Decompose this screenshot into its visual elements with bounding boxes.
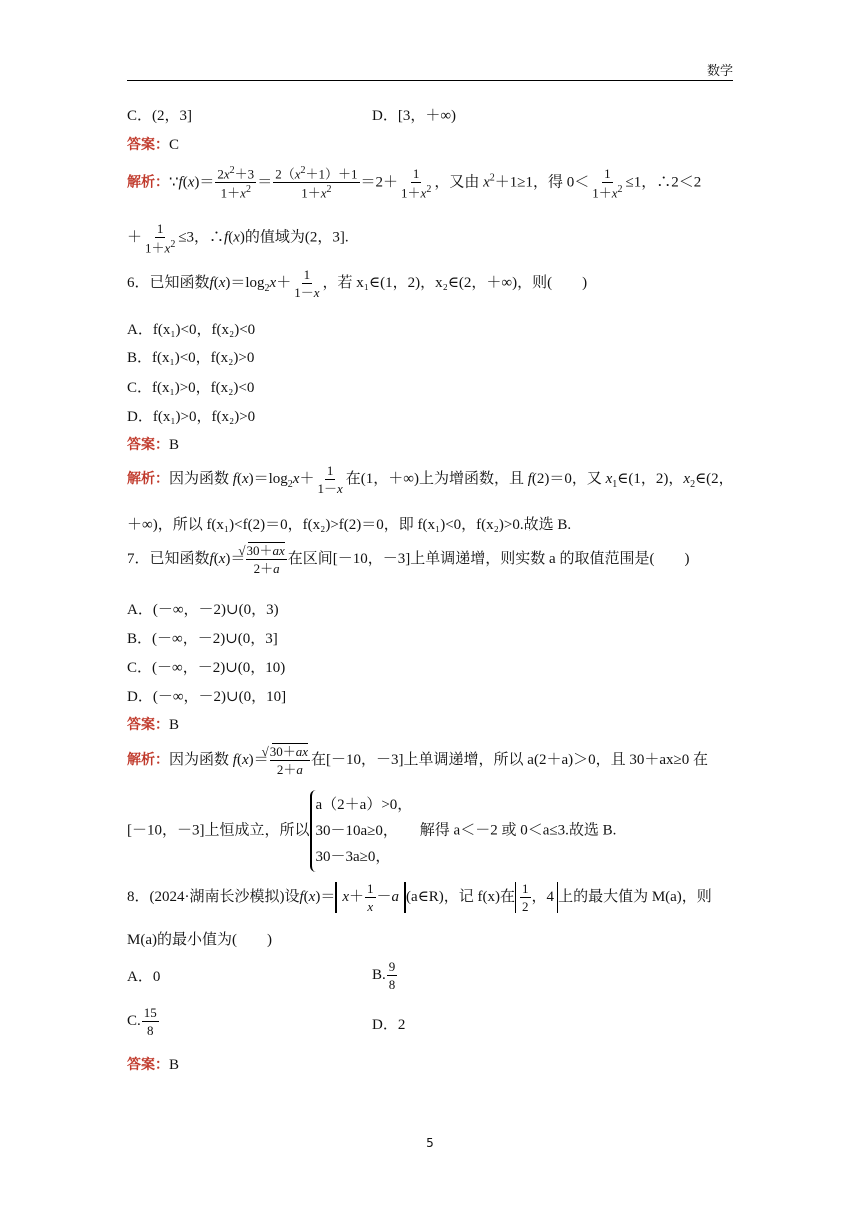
- q6-option-a: A．f(x₁)<0，f(x₂)<0: [127, 322, 256, 338]
- q8-option-b: B. $\frac{9}{8}$: [372, 959, 396, 992]
- q8-answer: 答案：B: [127, 1057, 180, 1073]
- q6-stem: 6．已知函数$f(x)=\log_2x+$ $\frac{1}{1-x}$ ，若 x₁∈(1，2)，x₂∈(2，＋∞)，则( ): [127, 267, 588, 300]
- q7-analysis-line1: 解析：因为函数 f(x)＝ √ $\frac{30+ax}{2+a}$ 在[－10，－3]上单调递增，所以 a(2＋a)＞0，且 30＋ax≥0 在: [127, 745, 708, 776]
- q7-option-d: D．(－∞，－2)∪(0，10]: [127, 689, 287, 705]
- q7-option-b: B．(－∞，－2)∪(0，3]: [127, 631, 278, 647]
- q6-analysis-line1: 解析：因为函数 $f(x)=\log_2x+$ $\frac{1}{1-x}$ 在(1，＋∞)上为增函数，且 f(2)＝0，又 $x_1\in(1$，2)，$x_2\in(2$，: [127, 463, 734, 496]
- q5-option-c: C．(2，3]: [127, 108, 192, 124]
- q6-answer: 答案：B: [127, 437, 180, 453]
- q5-answer: 答案：C: [127, 137, 180, 153]
- q7-analysis-line2: [－10，－3]上恒成立，所以 a（2＋a）>0， 30－10a≥0， 30－3a≥0， 解得 a＜－2 或 0＜a≤3.故选 B.: [127, 790, 616, 872]
- q5-analysis-line1: 解析：∵f(x)＝ $\frac{2x^2+3}{1+x^2}$ ＝ $\frac{2(x^2+1)+1}{1+x^2}$ ＝2＋ $\frac{1}{1+x^2}$ ，又由 $x^2+1\ge 1$，得 0＜ $\frac{1}{1+x^2}$ ≤1，∴2＜2: [127, 165, 702, 201]
- page-number: 5: [426, 1136, 434, 1150]
- q6-option-c: C．f(x₁)>0，f(x₂)<0: [127, 380, 255, 396]
- q8-option-a: A．0: [127, 969, 161, 985]
- q7-option-a: A．(－∞，－2)∪(0，3): [127, 602, 279, 618]
- q7-answer: 答案：B: [127, 717, 180, 733]
- q8-stem-line1: 8．(2024·湖南长沙模拟)设f(x)＝ x＋ $\frac{1}{x}$ －a (a∈R)，记 f(x)在 $\frac{1}{2}$ ，4 上的最大值为 M(a)，则: [127, 881, 712, 914]
- inequality-system: a（2＋a）>0， 30－10a≥0， 30－3a≥0，: [310, 790, 413, 872]
- q5-analysis-line2: ＋ $\frac{1}{1+x^2}$ ≤3，∴f(x)的值域为(2，3].: [127, 221, 349, 256]
- q6-option-b: B．f(x₁)<0，f(x₂)>0: [127, 350, 255, 366]
- q6-option-d: D．f(x₁)>0，f(x₂)>0: [127, 409, 256, 425]
- q8-option-c: C. $\frac{15}{8}$: [127, 1005, 157, 1038]
- q8-option-d: D．2: [372, 1017, 406, 1033]
- q6-analysis-line2: ＋∞)，所以 f(x₁)<f(2)＝0，f(x₂)>f(2)＝0，即 f(x₁)<0，f(x₂)>0.故选 B.: [127, 517, 572, 533]
- q8-stem-line2: M(a)的最小值为( ): [127, 932, 272, 948]
- q7-stem: 7．已知函数f(x)＝ √ $\frac{30+ax}{2+a}$ 在区间[－10，－3]上单调递增，则实数 a 的取值范围是( ): [127, 544, 689, 575]
- page-header-subject: 数学: [706, 63, 733, 78]
- q7-option-c: C．(－∞，－2)∪(0，10): [127, 660, 286, 676]
- q5-option-d: D．[3，＋∞): [372, 108, 457, 124]
- header-divider: [127, 80, 733, 81]
